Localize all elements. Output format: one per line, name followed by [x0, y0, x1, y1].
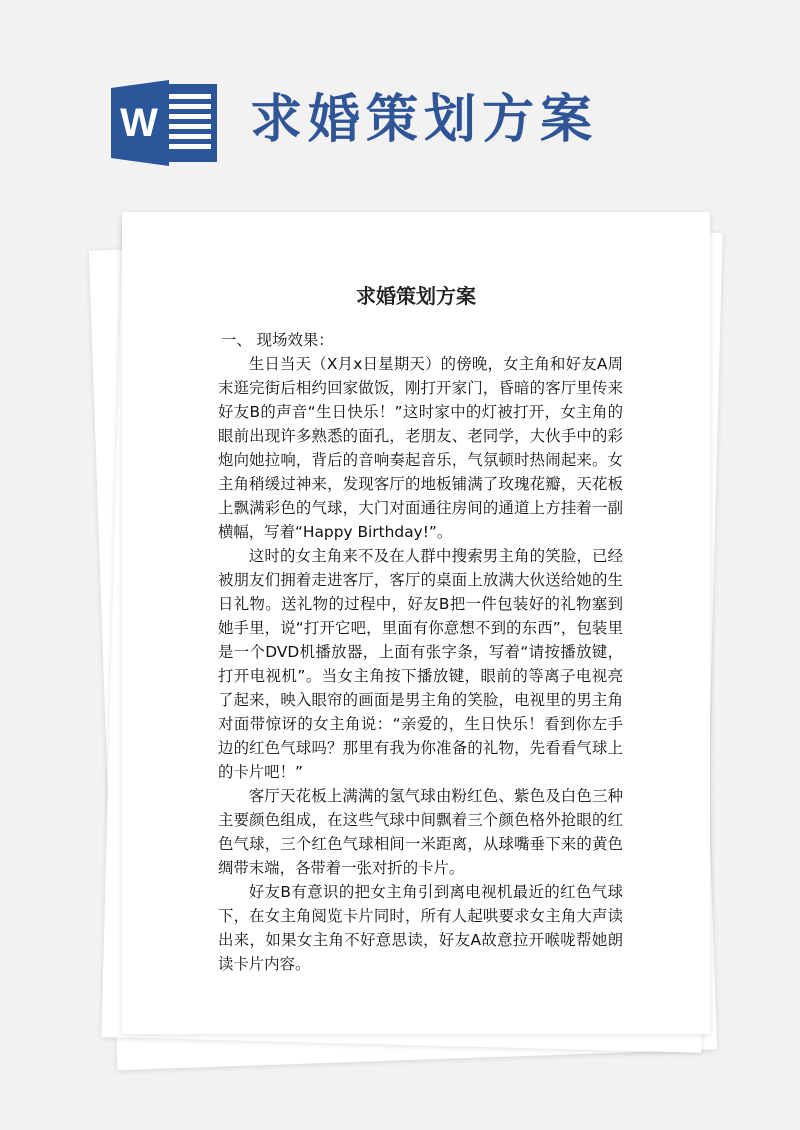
paragraph: 生日当天（X月x日星期天）的傍晚，女主角和好友A周末逛完街后相约回家做饭，刚打开家门，昏暗的客厅里传来好友B的声音“生日快乐！”这时家中的灯被打开，女主角的眼前出现许多熟悉的面孔，老朋友、老同学，大伙手中的彩炮向她拉响，背后的音响奏起音乐，气氛顿时热闹起来。女主角稍缓过神来，发现客厅的地板铺满了玫瑰花瓣，天花板上飘满彩色的气球，大门对面通往房间的通道上方挂着一副横幅，写着“Happy Birthday!”。	[218, 355, 623, 541]
banner	[0, 0, 800, 200]
paragraph: 好友B有意识的把女主角引到离电视机最近的红色气球下，在女主角阅览卡片同时，所有人起哄要求女主角大声读出来，如果女主角不好意思读，好友A故意拉开喉咙帮她朗读卡片内容。	[218, 883, 623, 973]
document-page	[122, 212, 710, 1034]
document-body	[218, 328, 623, 976]
paragraph: 这时的女主角来不及在人群中搜索男主角的笑脸，已经被朋友们拥着走进客厅，客厅的桌面上放满大伙送给她的生日礼物。送礼物的过程中，好友B把一件包装好的礼物塞到她手里，说“打开它吧，里面有你意想不到的东西”，包装里是一个DVD机播放器，上面有张字条，写着“请按播放键，打开电视机”。当女主角按下播放键，眼前的等离子电视亮了起来，映入眼帘的画面是男主角的笑脸，电视里的男主角对面带惊讶的女主角说：“亲爱的，生日快乐！看到你左手边的红色气球吗？那里有我为你准备的礼物，先看看气球上的卡片吧！”	[218, 547, 623, 781]
word-document-icon	[111, 80, 217, 166]
paragraph: 客厅天花板上满满的氢气球由粉红色、紫色及白色三种主要颜色组成，在这些气球中间飘着三个颜色格外抢眼的红色气球，三个红色气球相间一米距离，从球嘴垂下来的黄色绸带末端，各带着一张对折的卡片。	[218, 787, 623, 877]
section-heading: 一、 现场效果：	[221, 331, 334, 349]
banner-title: 求婚策划方案	[250, 90, 599, 150]
document-title: 求婚策划方案	[356, 284, 476, 308]
word-icon-letter: W	[120, 101, 158, 145]
